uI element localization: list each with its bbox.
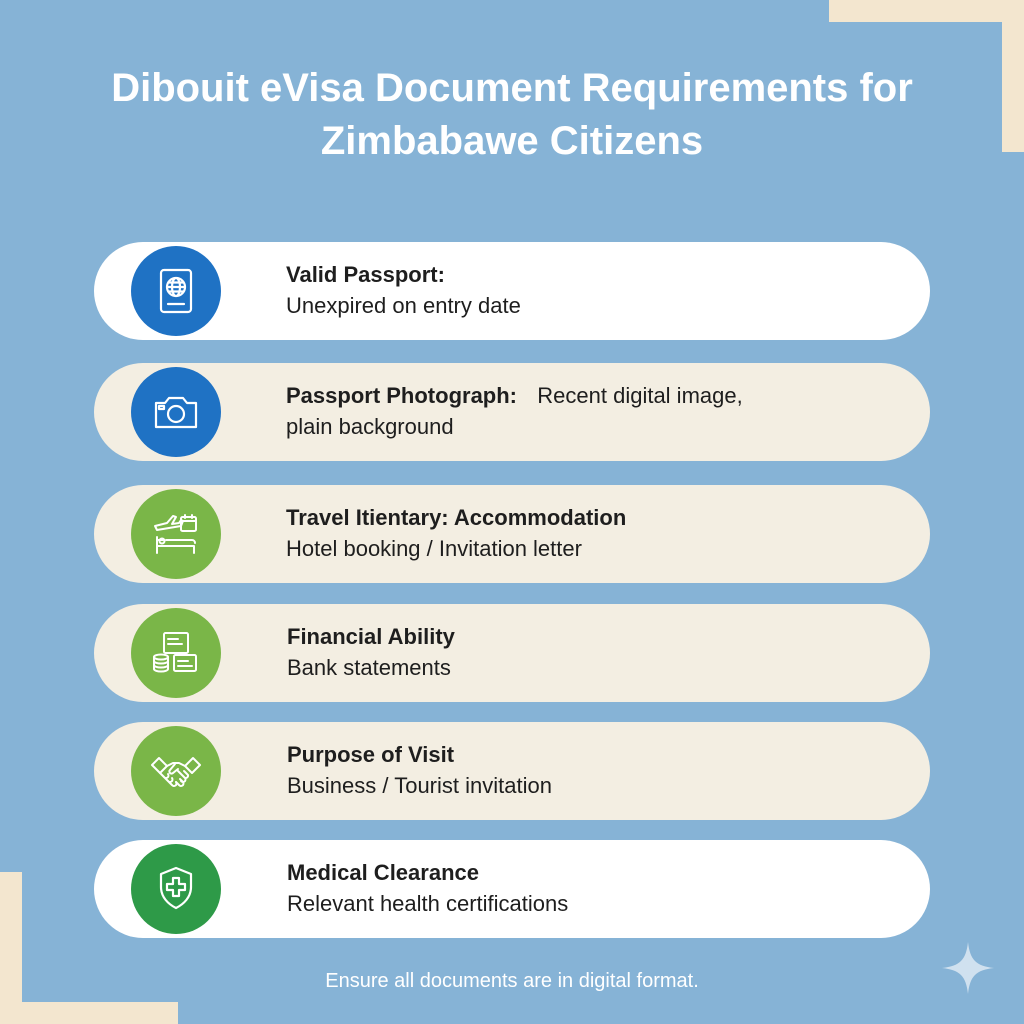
requirement-label: Passport Photograph: [286,383,518,408]
requirement-description-continued: plain background [286,414,454,439]
requirement-description: Recent digital image, [537,383,743,408]
camera-icon [131,367,221,457]
footer-note: Ensure all documents are in digital format. [325,970,699,992]
page-title [0,62,1024,168]
requirement-card-valid-passport [94,242,930,340]
travel-itinerary-icon [131,489,221,579]
medical-shield-icon [131,844,221,934]
passport-icon [131,246,221,336]
requirement-description: Unexpired on entry date [286,293,521,318]
requirement-description: Relevant health certifications [287,891,569,916]
handshake-icon [131,726,221,816]
requirement-description: Business / Tourist invitation [287,773,552,798]
requirement-card-travel-itinerary [94,485,930,583]
requirement-label: Medical Clearance [287,860,479,885]
requirement-card-passport-photograph [94,363,930,461]
finance-icon [131,608,221,698]
requirement-label: Purpose of Visit [287,742,455,767]
requirement-description: Bank statements [287,655,451,680]
title-line-2: Zimbabawe Citizens [320,119,704,163]
requirement-card-financial-ability [94,604,930,702]
requirement-card-medical-clearance [94,840,930,938]
requirement-description: Hotel booking / Invitation letter [286,536,582,561]
requirement-label: Travel Itientary: Accommodation [286,505,627,530]
requirement-label: Financial Ability [287,624,455,649]
sparkle-icon [942,942,994,994]
title-line-1: Dibouit eVisa Document Requirements for [111,66,913,110]
requirement-label: Valid Passport: [286,262,445,287]
requirement-card-purpose-of-visit [94,722,930,820]
